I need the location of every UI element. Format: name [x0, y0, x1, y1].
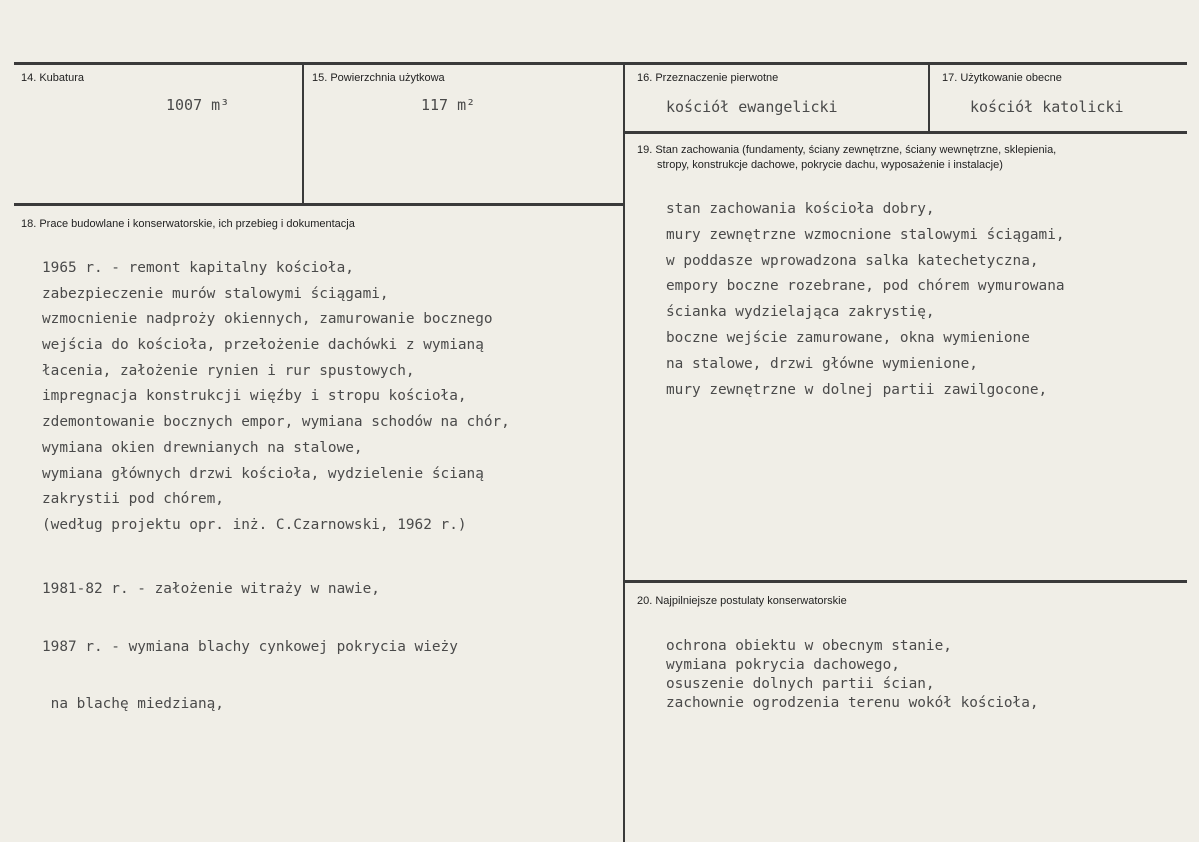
divider-14-15 — [302, 62, 304, 204]
powierzchnia-label: 15. Powierzchnia użytkowa — [312, 72, 445, 84]
divider-16-17 — [928, 62, 930, 132]
stan-label-line1: 19. Stan zachowania (fundamenty, ściany zewnętrzne, ściany wewnętrzne, sklepienia, — [637, 144, 1057, 156]
kubatura-label: 14. Kubatura — [21, 72, 84, 84]
prace-line: wejścia do kościoła, przełożenie dachówki z wymianą — [42, 337, 484, 354]
prace-line: zakrystii pod chórem, — [42, 491, 224, 508]
prace-line: wymiana głównych drzwi kościoła, wydzielenie ścianą — [42, 465, 484, 482]
powierzchnia-value: 117 m² — [421, 96, 476, 114]
postulaty-line: osuszenie dolnych partii ścian, — [666, 676, 935, 692]
rule-under-14-15 — [14, 203, 625, 206]
rule-above-20 — [623, 580, 1187, 583]
prace-line: 1981-82 r. - założenie witraży w nawie, — [42, 581, 380, 597]
prace-text — [42, 256, 510, 539]
stan-line: stan zachowania kościoła dobry, — [666, 201, 935, 217]
kubatura-value: 1007 m³ — [166, 96, 230, 114]
prace-line: impregnacja konstrukcji więźby i stropu kościoła, — [42, 388, 467, 405]
stan-line: mury zewnętrzne w dolnej partii zawilgocone, — [666, 381, 1048, 398]
postulaty-line: wymiana pokrycia dachowego, — [666, 657, 900, 673]
postulaty-text — [666, 637, 1039, 713]
stan-line: boczne wejście zamurowane, okna wymienione — [666, 329, 1030, 346]
prace-line: na blachę miedzianą, — [42, 696, 224, 713]
postulaty-line: ochrona obiektu w obecnym stanie, — [666, 638, 952, 654]
top-rule — [14, 62, 1187, 65]
uzytkowanie-label: 17. Użytkowanie obecne — [942, 72, 1062, 84]
prace-label: 18. Prace budowlane i konserwatorskie, ich przebieg i dokumentacja — [21, 218, 355, 230]
prace-line: wzmocnienie nadproży okiennych, zamurowanie bocznego — [42, 311, 493, 328]
stan-line: w poddasze wprowadzona salka katechetyczna, — [666, 252, 1039, 269]
stan-line: ścianka wydzielająca zakrystię, — [666, 304, 935, 321]
postulaty-line: zachownie ogrodzenia terenu wokół kościoła, — [666, 695, 1039, 711]
stan-line: empory boczne rozebrane, pod chórem wymurowana — [666, 278, 1065, 295]
prace-line: wymiana okien drewnianych na stalowe, — [42, 439, 363, 456]
prace-line: (według projektu opr. inż. C.Czarnowski, 1962 r.) — [42, 516, 467, 533]
prace-line: zabezpieczenie murów stalowymi ściągami, — [42, 285, 389, 302]
rule-under-16-17 — [623, 131, 1187, 134]
przeznaczenie-value: kościół ewangelicki — [666, 98, 838, 116]
postulaty-label: 20. Najpilniejsze postulaty konserwatorskie — [637, 595, 847, 607]
przeznaczenie-label: 16. Przeznaczenie pierwotne — [637, 72, 779, 84]
stan-line: na stalowe, drzwi główne wymienione, — [666, 355, 978, 372]
stan-label-line2: stropy, konstrukcje dachowe, pokrycie dachu, wyposażenie i instalacje) — [657, 159, 1003, 171]
stan-line: mury zewnętrzne wzmocnione stalowymi ściągami, — [666, 226, 1065, 243]
prace-line: zdemontowanie bocznych empor, wymiana schodów na chór, — [42, 414, 510, 431]
prace-line: 1965 r. - remont kapitalny kościoła, — [42, 260, 354, 276]
divider-main — [623, 62, 625, 842]
prace-line: łacenia, założenie rynien i rur spustowych, — [42, 362, 415, 379]
uzytkowanie-value: kościół katolicki — [970, 98, 1124, 116]
prace-line: 1987 r. - wymiana blachy cynkowej pokrycia wieży — [42, 638, 458, 655]
prace-text-later — [42, 545, 458, 750]
stan-text — [666, 197, 1065, 403]
